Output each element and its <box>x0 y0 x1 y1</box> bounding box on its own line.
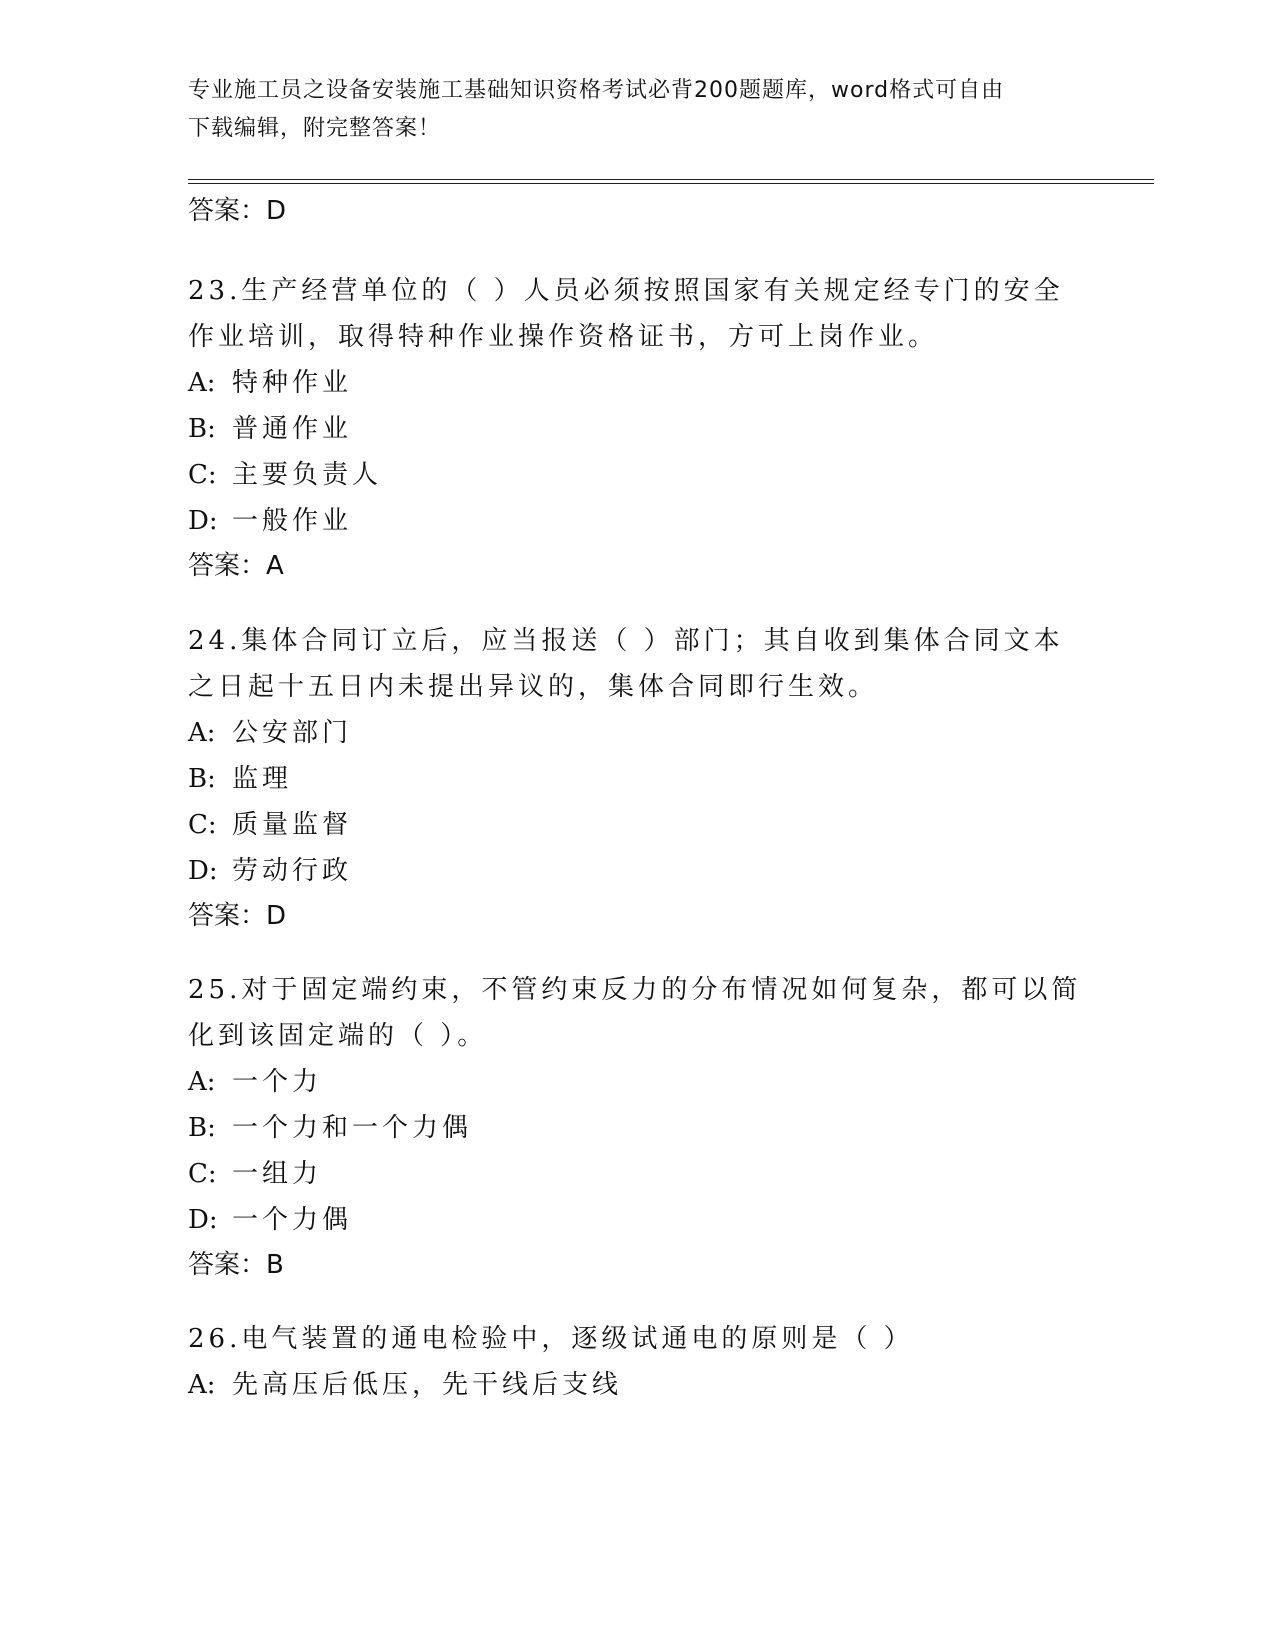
header-line-1: 专业施工员之设备安装施工基础知识资格考试必背200题题库，word格式可自由 <box>188 78 1005 103</box>
option-a[interactable] <box>188 360 1088 406</box>
question-stem: 26.电气装置的通电检验中，逐级试通电的原则是（ ） <box>188 1324 914 1354</box>
option-key: D: <box>188 1205 218 1235</box>
option-text: 劳动行政 <box>232 856 353 886</box>
option-a[interactable] <box>188 710 1088 756</box>
question-stem: 24.集体合同订立后，应当报送（ ）部门；其自收到集体合同文本之日起十五日内未提出异议的，集体合同即行生效。 <box>188 626 1064 702</box>
question-24 <box>188 618 1088 936</box>
option-text: 一般作业 <box>232 506 353 536</box>
option-text: 一个力和一个力偶 <box>232 1113 473 1143</box>
header-rule-top <box>188 179 1154 180</box>
option-key: C: <box>188 810 217 840</box>
option-text: 普通作业 <box>232 414 353 444</box>
option-text: 一个力偶 <box>232 1205 353 1235</box>
answer-text: 答案：B <box>188 1250 284 1280</box>
option-key: B: <box>188 414 216 444</box>
option-b[interactable] <box>188 1105 1088 1151</box>
option-c[interactable] <box>188 452 1088 498</box>
option-key: D: <box>188 856 218 886</box>
answer-text: 答案：A <box>188 551 284 581</box>
option-key: B: <box>188 1113 216 1143</box>
option-a[interactable] <box>188 1362 1088 1408</box>
question-stem: 23.生产经营单位的（ ）人员必须按照国家有关规定经专门的安全作业培训，取得特种作业操作资格证书，方可上岗作业。 <box>188 276 1064 352</box>
header-rule-bottom <box>188 183 1154 184</box>
previous-answer: 答案：D <box>188 196 287 226</box>
question-26 <box>188 1316 1088 1408</box>
question-25 <box>188 967 1088 1285</box>
option-a[interactable] <box>188 1059 1088 1105</box>
option-text: 公安部门 <box>232 718 353 748</box>
option-d[interactable] <box>188 1197 1088 1243</box>
option-d[interactable] <box>188 498 1088 544</box>
option-text: 主要负责人 <box>232 460 383 490</box>
option-text: 特种作业 <box>232 368 353 398</box>
option-key: D: <box>188 506 218 536</box>
option-key: C: <box>188 460 217 490</box>
option-text: 一个力 <box>232 1067 323 1097</box>
option-key: A: <box>188 1067 216 1097</box>
option-text: 一组力 <box>232 1159 323 1189</box>
option-key: B: <box>188 764 216 794</box>
option-key: A: <box>188 368 216 398</box>
option-key: A: <box>188 718 216 748</box>
header-line-2: 下载编辑，附完整答案！ <box>188 116 442 141</box>
option-text: 先高压后低压，先干线后支线 <box>232 1370 623 1400</box>
option-c[interactable] <box>188 802 1088 848</box>
option-b[interactable] <box>188 406 1088 452</box>
question-23 <box>188 268 1088 586</box>
option-c[interactable] <box>188 1151 1088 1197</box>
option-text: 监理 <box>232 764 293 794</box>
document-header <box>188 72 1088 148</box>
option-text: 质量监督 <box>232 810 353 840</box>
option-key: A: <box>188 1370 216 1400</box>
option-key: C: <box>188 1159 217 1189</box>
option-d[interactable] <box>188 848 1088 894</box>
option-b[interactable] <box>188 756 1088 802</box>
answer-text: 答案：D <box>188 901 287 931</box>
question-stem: 25.对于固定端约束，不管约束反力的分布情况如何复杂，都可以简化到该固定端的（ ）。 <box>188 975 1082 1051</box>
